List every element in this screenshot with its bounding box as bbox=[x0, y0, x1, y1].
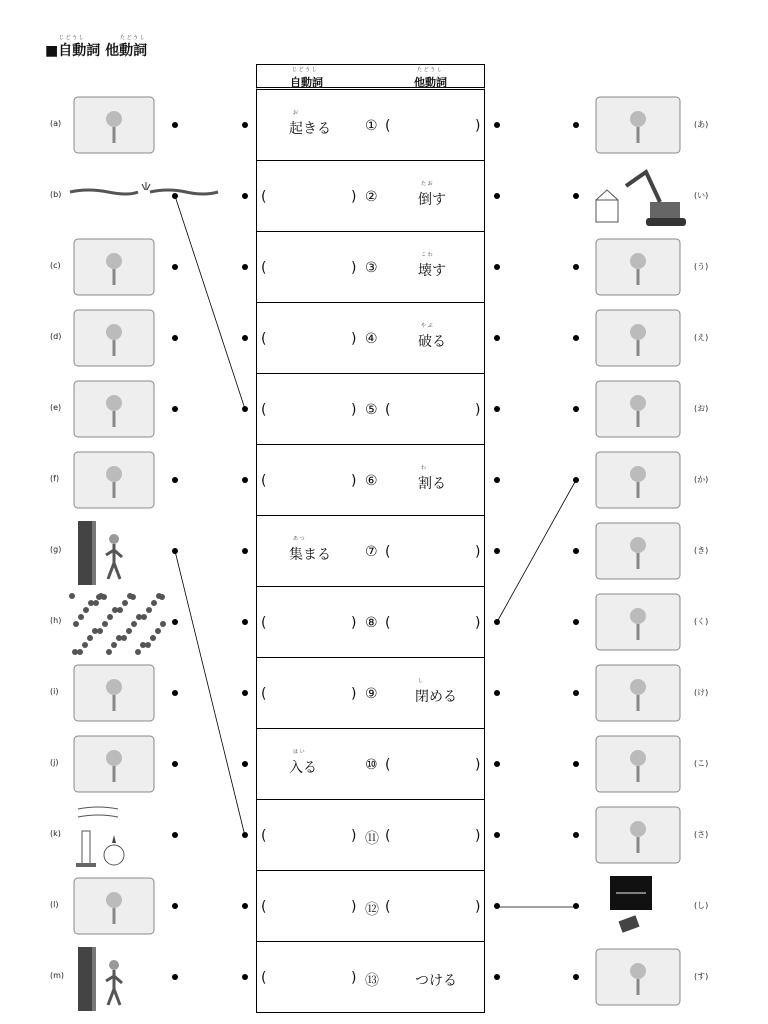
row-number: ⑬ bbox=[365, 973, 379, 989]
left-label: (b) bbox=[50, 190, 62, 199]
left-label: (d) bbox=[50, 332, 62, 341]
answer-line-b-5 bbox=[175, 196, 245, 409]
row-number: ④ bbox=[365, 331, 378, 347]
transitive-blank-left[interactable]: ( bbox=[385, 402, 391, 418]
transitive-blank-left[interactable]: ( bbox=[385, 899, 391, 915]
transitive-verb: 壊す bbox=[418, 263, 446, 279]
intransitive-blank-left[interactable]: ( bbox=[261, 473, 267, 489]
transitive-blank-left[interactable]: ( bbox=[385, 615, 391, 631]
row-number: ① bbox=[365, 118, 378, 134]
header-intransitive: 自動詞 bbox=[290, 76, 323, 89]
transitive-blank-right: ) bbox=[475, 118, 481, 134]
transitive-verb: 割る bbox=[418, 476, 446, 492]
answer-line-8-ka bbox=[497, 480, 576, 622]
intransitive-blank-right: ) bbox=[351, 473, 357, 489]
transitive-blank-left[interactable]: ( bbox=[385, 828, 391, 844]
left-label: (g) bbox=[50, 545, 62, 554]
row-number: ⑤ bbox=[365, 402, 378, 418]
title-furigana-intransitive: じ ど う し bbox=[59, 35, 84, 41]
intransitive-furigana: あ つ bbox=[293, 536, 305, 542]
intransitive-blank-right: ) bbox=[351, 686, 357, 702]
row-number: ⑥ bbox=[365, 473, 378, 489]
right-label: (え) bbox=[694, 333, 709, 342]
title-text: ■自動詞 他動詞 bbox=[45, 43, 148, 59]
transitive-blank-right: ) bbox=[475, 544, 481, 560]
row-number: ⑩ bbox=[365, 757, 378, 773]
transitive-blank-left[interactable]: ( bbox=[385, 118, 391, 134]
right-label: (し) bbox=[694, 901, 709, 910]
intransitive-blank-left[interactable]: ( bbox=[261, 899, 267, 915]
transitive-verb: 破る bbox=[418, 334, 446, 350]
transitive-furigana: こ わ bbox=[421, 252, 433, 258]
row-number: ③ bbox=[365, 260, 378, 276]
row-number: ⑪ bbox=[365, 831, 379, 847]
intransitive-blank-left[interactable]: ( bbox=[261, 615, 267, 631]
row-number: ⑫ bbox=[365, 902, 379, 918]
right-label: (す) bbox=[694, 972, 709, 981]
right-label: (さ) bbox=[694, 830, 709, 839]
intransitive-blank-left[interactable]: ( bbox=[261, 686, 267, 702]
intransitive-blank-left[interactable]: ( bbox=[261, 331, 267, 347]
intransitive-blank-right: ) bbox=[351, 331, 357, 347]
left-label: (f) bbox=[50, 474, 60, 483]
title-furigana-transitive: た ど う し bbox=[120, 35, 145, 41]
transitive-furigana: し bbox=[418, 678, 424, 684]
left-label: (e) bbox=[50, 403, 62, 412]
transitive-verb: 倒す bbox=[418, 192, 446, 208]
transitive-furigana: や ぶ bbox=[421, 323, 433, 329]
right-label: (け) bbox=[694, 688, 709, 697]
left-label: (c) bbox=[50, 261, 61, 270]
intransitive-furigana: お bbox=[293, 110, 299, 116]
row-number: ⑧ bbox=[365, 615, 378, 631]
row-number: ⑨ bbox=[365, 686, 378, 702]
transitive-blank-right: ) bbox=[475, 899, 481, 915]
left-label: (j) bbox=[50, 758, 59, 767]
transitive-verb: つける bbox=[415, 973, 457, 989]
intransitive-blank-right: ) bbox=[351, 402, 357, 418]
intransitive-blank-right: ) bbox=[351, 189, 357, 205]
right-label: (く) bbox=[694, 617, 709, 626]
transitive-blank-left[interactable]: ( bbox=[385, 544, 391, 560]
header-transitive: 他動詞 bbox=[414, 76, 447, 89]
intransitive-blank-left[interactable]: ( bbox=[261, 260, 267, 276]
right-label: (お) bbox=[694, 404, 709, 413]
left-label: (i) bbox=[50, 687, 59, 696]
transitive-furigana: わ bbox=[421, 465, 427, 471]
row-number: ⑦ bbox=[365, 544, 378, 560]
row-number: ② bbox=[365, 189, 378, 205]
intransitive-blank-left[interactable]: ( bbox=[261, 970, 267, 986]
intransitive-blank-left[interactable]: ( bbox=[261, 189, 267, 205]
transitive-blank-right: ) bbox=[475, 757, 481, 773]
intransitive-blank-left[interactable]: ( bbox=[261, 828, 267, 844]
intransitive-blank-right: ) bbox=[351, 615, 357, 631]
intransitive-blank-right: ) bbox=[351, 260, 357, 276]
intransitive-blank-right: ) bbox=[351, 828, 357, 844]
header-furigana-intransitive: じ ど う し bbox=[292, 67, 317, 73]
right-label: (か) bbox=[694, 475, 709, 484]
right-label: (こ) bbox=[694, 759, 709, 768]
intransitive-blank-right: ) bbox=[351, 899, 357, 915]
intransitive-verb: 入る bbox=[289, 760, 317, 776]
right-label: (い) bbox=[694, 191, 709, 200]
left-label: (a) bbox=[50, 119, 62, 128]
left-label: (h) bbox=[50, 616, 62, 625]
right-label: (う) bbox=[694, 262, 709, 271]
transitive-verb: 閉める bbox=[415, 689, 457, 705]
intransitive-verb: 集まる bbox=[289, 547, 331, 563]
transitive-blank-right: ) bbox=[475, 615, 481, 631]
left-label: (k) bbox=[50, 829, 61, 838]
transitive-blank-left[interactable]: ( bbox=[385, 757, 391, 773]
left-label: (l) bbox=[50, 900, 59, 909]
transitive-blank-right: ) bbox=[475, 828, 481, 844]
intransitive-verb: 起きる bbox=[289, 121, 331, 137]
header-furigana-transitive: た ど う し bbox=[417, 67, 442, 73]
right-label: (あ) bbox=[694, 120, 709, 129]
intransitive-furigana: は い bbox=[293, 749, 305, 755]
right-label: (き) bbox=[694, 546, 709, 555]
intransitive-blank-right: ) bbox=[351, 970, 357, 986]
transitive-blank-right: ) bbox=[475, 402, 481, 418]
intransitive-blank-left[interactable]: ( bbox=[261, 402, 267, 418]
answer-line-g-11 bbox=[175, 551, 245, 836]
transitive-furigana: た お bbox=[421, 181, 433, 187]
left-label: (m) bbox=[50, 971, 65, 980]
